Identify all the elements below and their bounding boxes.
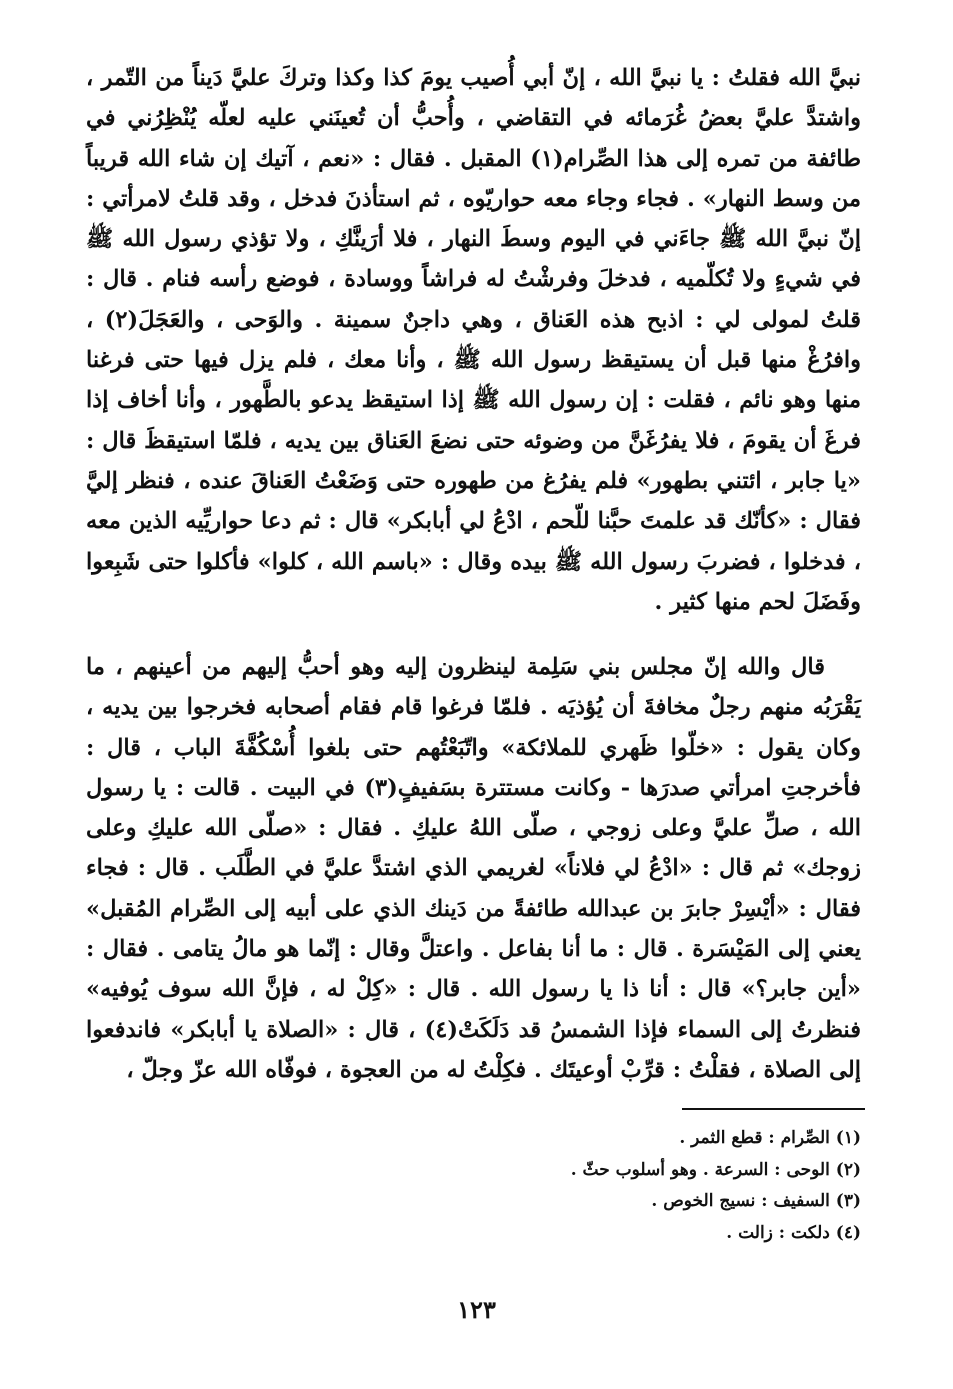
footnote-3: (٣) السفيف : نسيج الخوص .	[651, 1191, 861, 1211]
footnotes	[261, 1123, 861, 1249]
footnote-4: (٤) دلكت : زالت .	[726, 1222, 861, 1243]
paragraph-text: نبيَّ الله فقلتُ : يا نبيَّ الله ، إنّ أبي أُصيب يومَ كذا وكذا وتركَ عليَّ دَيناً من التّمر ، واشتدَّ عليَّ بعضُ غُرَمائه في التقاضي ، وأُحبُّ أن تُعينَني عليه لعلّه يُنْظِرُني في طائفة من تمره إلى هذا الصِّرام(١) المقبل . فقال : «نعم ، آتيك إن شاء الله قريباً من وسط النهار» . فجاء وجاء معه حواريّوه ، ثم استأذنَ فدخل ، وقد قلتُ لامرأتي : إنّ نبيَّ الله ﷺ جاءَني في اليوم وسطَ النهار ، فلا أرَينَّكِ ، ولا تؤذي رسول الله ﷺ في شيءٍ ولا تُكلّميه ، فدخلَ وفرشْتُ له فراشاً ووسادة ، فوضع رأسه فنام . قال : قلتُ لمولى لي : اذبح هذه العَناق ، وهي داجنٌ سمينة . والوَحى ، والعَجَلَ(٢) ، وافرُغْ منها قبل أن يستيقظ رسول الله ﷺ ، وأنا معك ، فلم يزل فيها حتى فرغنا منها وهو نائم ، فقلت : إن رسول الله ﷺ إذا استيقظ يدعو بالطَّهور ، وأنا أخاف إذا فرغَ أن يقومَ ، فلا يفرُغَنَّ من وضوئه حتى نضعَ العَناق بين يديه ، فلمّا استيقظَ قال : «يا جابر ، ائتني بطهور» فلم يفرُغ من طهوره حتى وَضَعْتُ العَناقَ عنده ، فنظر إليَّ فقال : «كأنّك قد علمتَ حبَّنا للّحم ، ادْعُ لي أبابكر» قال : ثم دعا حواريِّيه الذين معه ، فدخلوا ، فضربَ رسول الله ﷺ بيده وقال : «باسم الله ، كلوا» فأكلوا حتى شَبِعوا وفَضَلَ لحم منها كثير .	[86, 65, 862, 615]
footnote-separator	[682, 1108, 865, 1110]
page-number: ١٢٣	[457, 1295, 496, 1324]
paragraph-text: قال والله إنّ مجلس بني سَلِمة لينظرون إليه وهو أحبُّ إليهم من أعينهم ، ما يَقْرَبُه منهم رجلٌ مخافةَ أن يُؤذيَه . فلمّا فرغوا قام فقام أصحابه فخرجوا بين يديه ، وكان يقول : «خلّوا ظَهري للملائكة» واتّبَعْتُهم حتى بلغوا أُسْكُفَّةَ الباب ، قال : فأخرجتِ امرأتي صدرَها - وكانت مستترة بسَفيفٍ(٣) في البيت . قالت : يا رسول الله ، صلِّ عليَّ وعلى زوجي ، صلّى اللهُ عليكِ . فقال : «صلّى الله عليكِ وعلى زوجك» ثم قال : «ادْعُ لي فلاناً» لغريمي الذي اشتدَّ عليَّ في الطَّلَب . قال : فجاء فقال : «أيْسِرْ جابرَ بن عبدالله طائفةً من دَينك الذي على أبيه إلى الصِّرام المُقبل» يعني إلى المَيْسَرة . قال : ما أنا بفاعل . واعتلَّ وقال : إنّما هو مالُ يتامى . فقال : «أين جابر؟» قال : أنا ذا يا رسول الله . قال : «كِلْ له ، فإنَّ الله سوف يُوفيه» فنظرتُ إلى السماء فإذا الشمسُ قد دَلَكَتْ(٤) ، قال : «الصلاة يا أبابكر» فاندفعوا إلى الصلاة ، فقلْتُ : قرِّبْ أوعيتَك . فكِلْتُ له من العجوة ، فوفّاه الله عزّ وجلّ ،	[86, 654, 861, 1083]
body-paragraph	[86, 647, 861, 1090]
body-paragraph	[86, 58, 861, 622]
footnote-2: (٢) الوحى : السرعة . وهو أسلوب حثّ .	[570, 1159, 861, 1180]
footnote-1: (١) الصِّرام : قطع الثمر .	[679, 1128, 861, 1148]
